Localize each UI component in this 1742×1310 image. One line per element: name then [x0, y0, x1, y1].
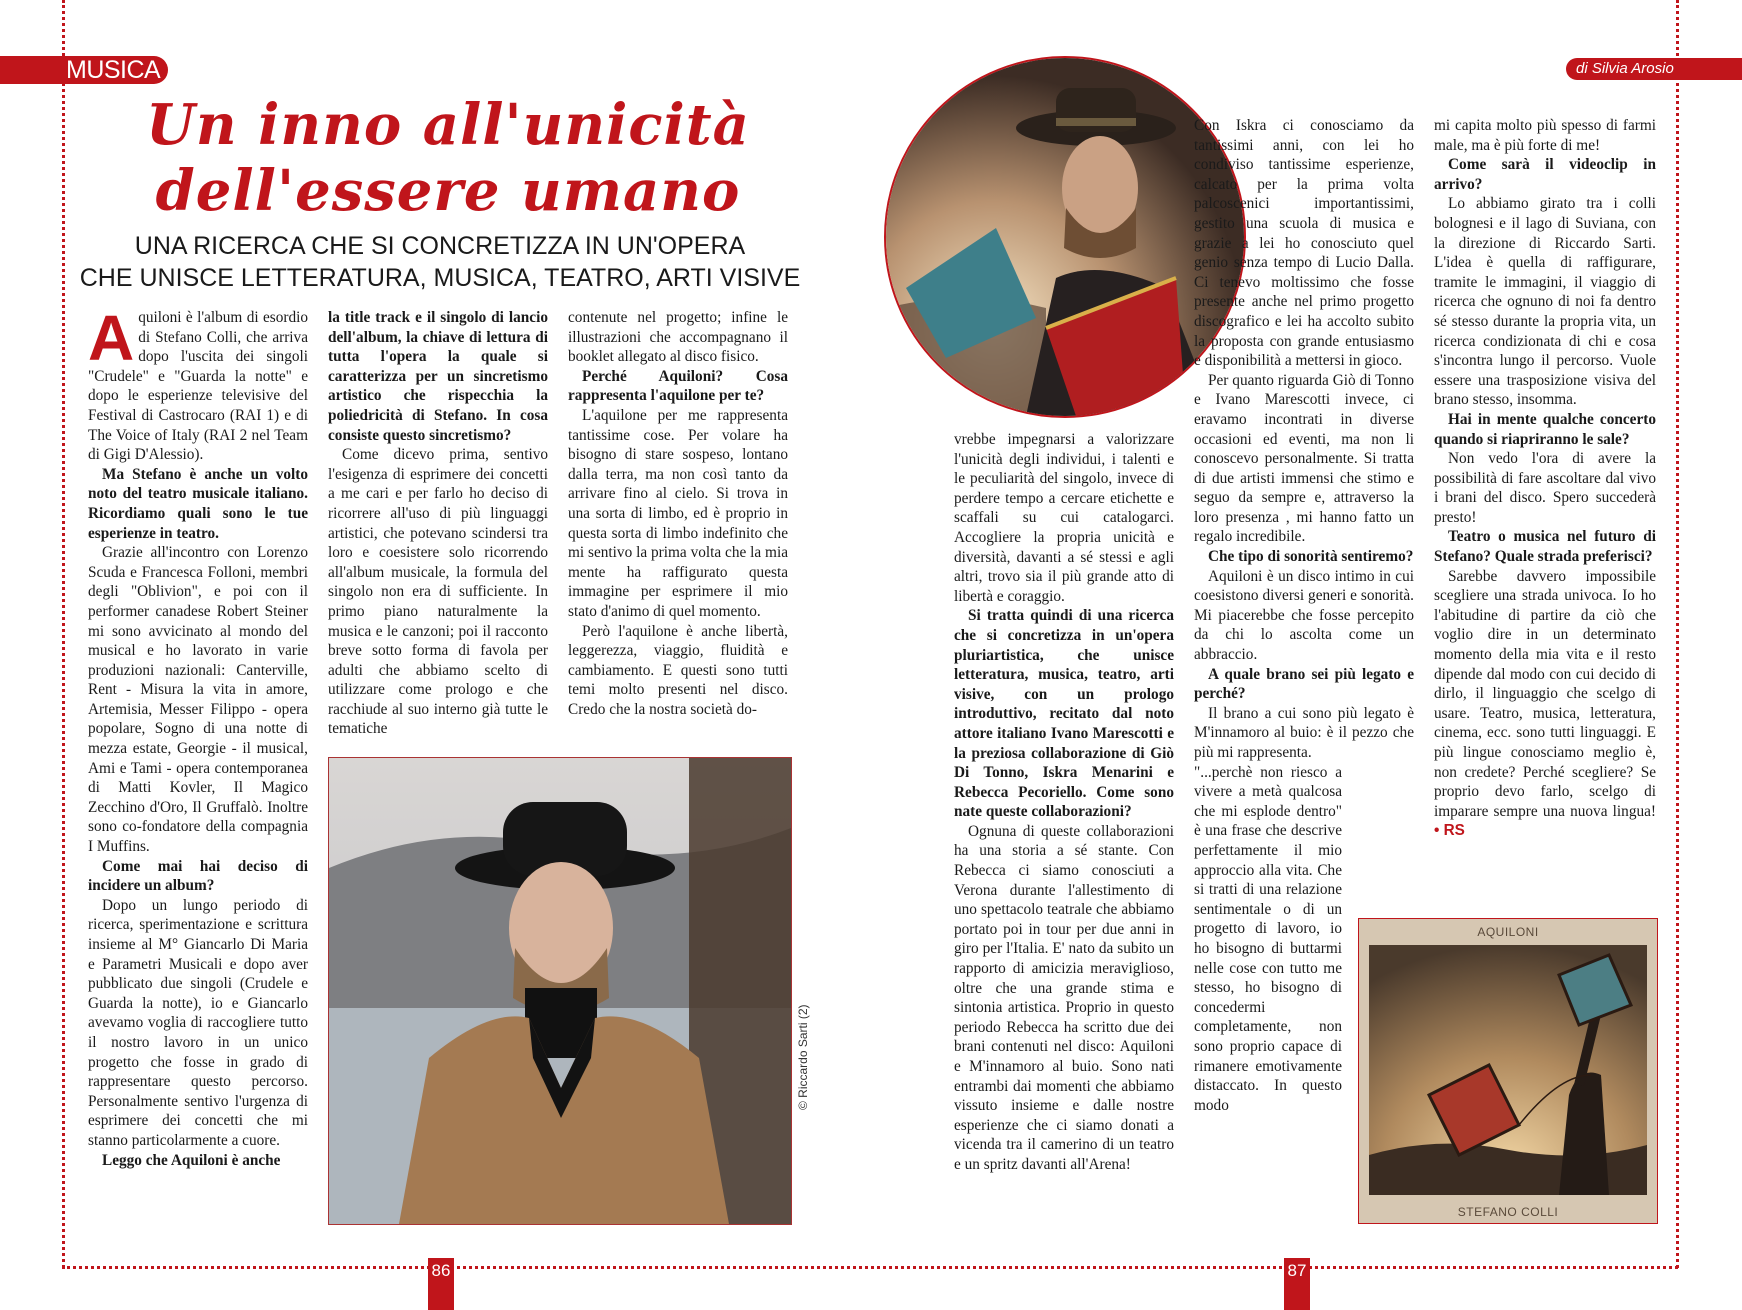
answer-iskra: Con Iskra ci conosciamo da tantissimi anni, con lei ho condiviso tantissime esperienze, calcato per la prima volta palcoscenici importantissimi, gestito una scuola di musica e grazie a lei ho conosciuto quel genio senza tempo di Lucio Dalla. Ci tenevo moltissimo che fosse presente anche nel primo progetto discografico e lei ha accolto subito la proposta con grande entusiasmo e disponibilità a mettersi in gioco.: [1194, 117, 1414, 370]
column-3: [568, 308, 788, 719]
answer-favourite-song: Il brano a cui sono più legato è M'innamoro al buio: è il pezzo che più mi rappresenta.: [1194, 704, 1414, 761]
subtitle-line1: UNA RICERCA CHE SI CONCRETIZZA IN UN'OPERA: [134, 232, 746, 260]
answer-sound: Aquiloni è un disco intimo in cui coesistono diversi generi e sonorità. Mi piacerebbe che fosse percepito da chi lo ascolta come un abbraccio.: [1194, 567, 1414, 664]
author-byline: di Silvia Arosio: [1566, 58, 1742, 80]
column-2: [328, 308, 548, 739]
circular-kite-photo: [884, 56, 1246, 418]
answer-syncretism-end: contenute nel progetto; infine le illustrazioni che accompagnano il booklet allegato al disco fisico.: [568, 309, 788, 366]
answer-theatre: Grazie all'incontro con Lorenzo Scuda e Francesca Folloni, membri degli "Oblivion", e poi con il performer canadese Robert Steiner mi sono avvicinato al mondo del musical e ho lavorato in varie produzioni nazionali: Canterville, Rent - Misura la vita in amore, Artemisia, Messer Filippo - opera popolare, Sogno di una notte di mezza estate, Georgie - il musical, Ami e Tami - opera contemporanea di Matti Kovler, Il Magico Zecchino d'Oro, Il Gruffalò. Inoltre sono co-fondatore della compagnia I Muffins.: [88, 544, 308, 856]
answer-kite-freedom: Però l'aquilone è anche libertà, leggerezza, viaggio, fluidità e cambiamento. E questi sono tutti temi molto presenti nel disco. Credo che la nostra società do-: [568, 622, 788, 718]
drop-cap: A: [88, 302, 135, 374]
album-cover-artist: STEFANO COLLI: [1457, 1205, 1559, 1219]
album-cover-illustration: [1369, 945, 1647, 1195]
article-title-line1: Un inno all'unicità: [146, 92, 750, 158]
left-dotted-border: [62, 0, 65, 1268]
subtitle-line2: CHE UNISCE LETTERATURA, MUSICA, TEATRO, ARTI VISIVE: [79, 264, 801, 292]
signature: • RS: [1434, 822, 1465, 840]
answer-society-end: vrebbe impegnarsi a valorizzare l'unicità degli individui, i talenti e le peculiarità del singolo, invece di perdere tempo a cercare etichette e scaffali su cui catalogarci. Accogliere la propria unicità e diversità, davanti a sé stessi e agli altri, trovo sia il più grande atto di libertà e coraggio.: [954, 431, 1174, 605]
circular-photo-illustration: [886, 58, 1244, 416]
question-theatre: Ma Stefano è anche un volto noto del teatro musicale italiano. Ricordiamo quali sono le tue esperienze in teatro.: [88, 465, 308, 542]
photo-credit: © Riccardo Sarti (2): [796, 1004, 810, 1110]
question-sound: Che tipo di sonorità sentiremo?: [1208, 548, 1414, 566]
album-cover-title: AQUILONI: [1477, 925, 1539, 939]
question-collaborations: Si tratta quindi di una ricerca che si concretizza in un'opera pluriartistica, che unisce letteratura, musica, teatro, arti visive, con un prologo introduttivo, recitato dal noto attore italiano Ivano Marescotti e la preziosa collaborazione di Giò Di Tonno, Iskra Menarini e Rebecca Pecoriello. Come sono nate queste collaborazioni?: [954, 607, 1174, 821]
answer-collaborations: Ognuna di queste collaborazioni ha una storia a sé stante. Con Rebecca ci siamo conosciuti a Verona durante l'allestimento di uno spettacolo teatrale che abbiamo portato poi in tour per due anni in giro per l'Italia. E' nato da subito un rapporto di amicizia meraviglioso, oltre che una grande stima e sintonia artistica. Proprio in questo periodo Rebecca ha scritto due dei brani contenuti nel disco: Aquiloni e M'innamoro al buio. Sono nati entrambi dai momenti che abbiamo vissuto insieme e dalle nostre esperienze che ci siamo donati a vicenda tra il camerino di un teatro e un spritz davanti all'Arena!: [954, 822, 1174, 1173]
bottom-dotted-border: [62, 1266, 1678, 1269]
answer-album: Dopo un lungo periodo di ricerca, sperimentazione e scrittura insieme al M° Giancarlo Di Maria e Parametri Musicali e dopo aver pubblicato due singoli (Crudele e Guarda la notte), io e Giancarlo avevamo voglia di raccogliere tutto il nostro lavoro in un unico progetto che fosse in grado di rappresentare questo percorso. Personalmente sentivo l'urgenza di esprimere dei concetti che mi stanno particolarmente a cuore.: [88, 896, 308, 1149]
question-kite: Perché Aquiloni? Cosa rappresenta l'aquilone per te?: [568, 367, 788, 405]
answer-concerts: Non vedo l'ora di avere la possibilità di fare ascoltare dal vivo i brani del disco. Spero succederà presto!: [1434, 450, 1656, 526]
section-tab: MUSICA: [0, 56, 168, 84]
answer-future: [1434, 567, 1656, 841]
answer-emotions-end: mi capita molto più spesso di farmi male, ma è più forte di me!: [1434, 117, 1656, 154]
answer-videoclip: Lo abbiamo girato tra i colli bolognesi e il lago di Suviana, con la direzione di Riccardo Sarti. L'idea è quella di raffigurare, tramite le immagini, il viaggio di ricerca che ognuno di noi fa dentro sé stesso durante la propria vita, un ricerca condizionata di chi e cosa s'incontra lungo il percorso. Vuole essere una trasposizione visiva del brano stesso, insomma.: [1434, 195, 1656, 409]
question-concerts: Hai in mente qualche concerto quando si riapriranno le sale?: [1434, 410, 1656, 448]
question-favourite-song: A quale brano sei più legato e perché?: [1194, 665, 1414, 703]
question-videoclip: Come sarà il videoclip in arrivo?: [1434, 156, 1656, 193]
page-number-left: 86: [428, 1258, 454, 1310]
article-title-line2: dell'essere umano: [155, 158, 741, 224]
portrait-photo: [328, 757, 792, 1225]
intro-paragraph: quiloni è l'album di esordio di Stefano Colli, che arriva dopo l'uscita dei singoli "Crudele" e "Guarda la notte" e dopo le esperienze televisive del Festival di Castrocaro (RAI 1) e di The Voice of Italy (RAI 2 nel Team di Gigi D'Alessio).: [88, 309, 308, 464]
question-title-track-start: Leggo che Aquiloni è anche: [102, 1151, 281, 1169]
answer-syncretism: Come dicevo prima, sentivo l'esigenza di esprimere dei concetti a me cari e per farlo ho deciso di ricorrere all'uso di più linguaggi artistici, che potevano scindersi tra loro e coesistere solo ricorrendo all'album musicale, la formula del singolo non era di sufficiente. In primo piano naturalmente la musica e le canzoni; poi il racconto breve sotto forma di favola per adulti che abbiamo scelto di utilizzare come prologo e che racchiude al suo interno già tutte le tematiche: [328, 446, 548, 738]
answer-future-text: Sarebbe davvero impossibile scegliere una strada univoca. Io ho l'abitudine di partire da ciò che voglio dire in un determinato momento della mia vita e il resto dipende dal modo con cui decido di dirlo, il linguaggio che scelgo di usare. Teatro, musica, letteratura, cinema, ecc. sono tutti linguaggi. E più lingue conosciamo meglio è, non credete? Perché scegliere? Se proprio devo farlo, scelgo di imparare sempre una nuova lingua!: [1434, 567, 1656, 820]
portrait-illustration: [329, 758, 791, 1224]
album-cover: [1358, 918, 1658, 1224]
question-future: Teatro o musica nel futuro di Stefano? Quale strada preferisci?: [1434, 528, 1656, 566]
column-1: [88, 302, 308, 1170]
answer-gio-ivano: Per quanto riguarda Giò di Tonno e Ivano Marescotti invece, ci eravamo incontrati in diverse occasioni ed eventi, ma non li conoscevo personalmente. Si tratta di due artisti immensi che stimo e seguo da sempre e, attraverso la loro presenza , mi hanno fatto un regalo incredibile.: [1194, 371, 1414, 546]
question-syncretism: la title track e il singolo di lancio dell'album, la chiave di lettura di tutta l'opera la quale si caratterizza per un sincretismo artistico che rispecchia la poliedricità di Stefano. In cosa consiste questo sincretismo?: [328, 309, 548, 444]
page-number-right: 87: [1284, 1258, 1310, 1310]
column-6: [1434, 116, 1656, 841]
right-dotted-border: [1676, 0, 1679, 1268]
question-album: Come mai hai deciso di incidere un album?: [88, 857, 308, 895]
column-4: [954, 430, 1174, 1175]
answer-kite: L'aquilone per me rappresenta tantissime cose. Per volare ha bisogno di stare sospeso, lontano dalla terra, ma non così tanto da arrivare fino al cielo. Si trova in una sorta di limbo, ed è proprio in questa sorta di limbo indefinito che mi sentivo la prima volta che la mia mente ha raffigurato questa immagine per esprimere il mio stato d'animo di quel momento.: [568, 406, 788, 620]
answer-favourite-song-quote: "...perchè non riesco a vivere a metà qualcosa che mi esplode dentro" è una frase che descrive perfettamente il mio approccio alla vita. Che si tratti di una relazione sentimentale o di un progetto di lavoro, io ho bisogno di buttarmi nelle cose con tutto me stesso, ho bisogno di concedermi completamente, non sono proprio capace di rimanere emotivamente distaccato. In questo modo: [1194, 763, 1342, 1114]
